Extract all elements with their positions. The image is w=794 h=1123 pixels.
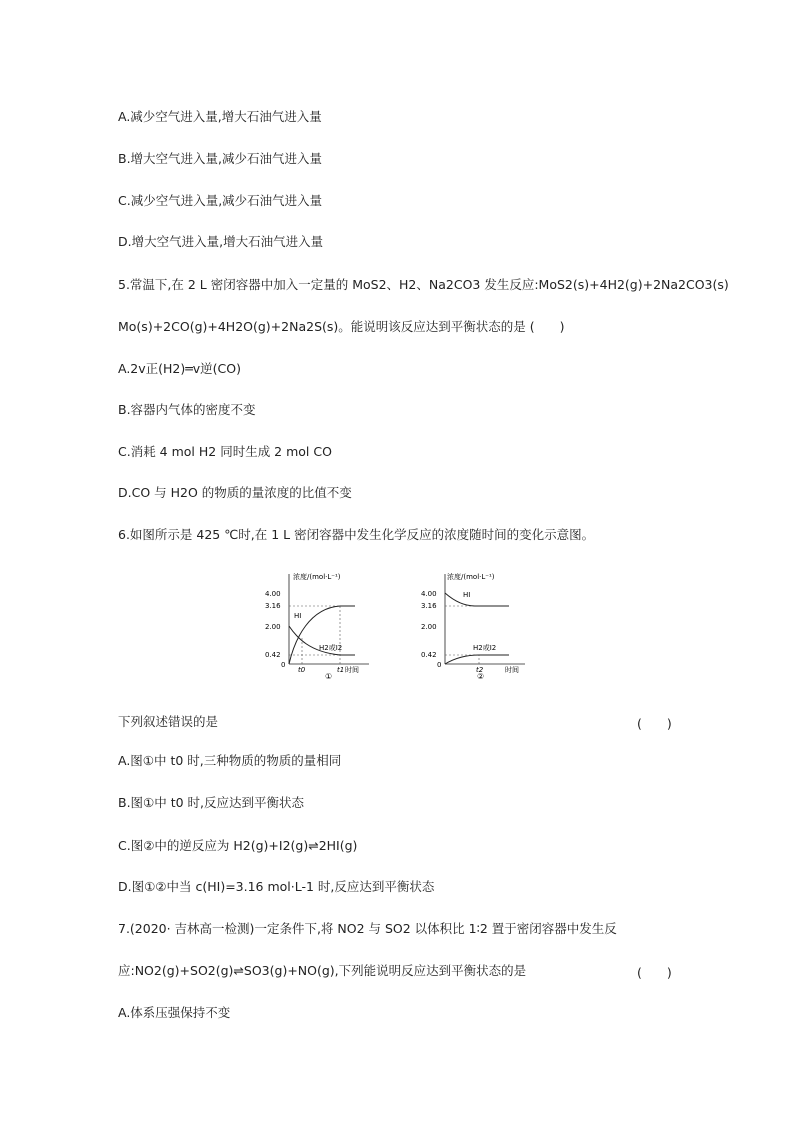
- q7-stem-line1: 7.(2020· 吉林高一检测)一定条件下,将 NO2 与 SO2 以体积比 1∶2 置于密闭容器中发生反: [118, 921, 617, 936]
- xtick-t2: t2: [476, 666, 484, 674]
- q6-option-b: B.图①中 t0 时,反应达到平衡状态: [118, 795, 305, 810]
- chart1-ylabel: 浓度/(mol·L⁻¹): [293, 573, 341, 581]
- q5-stem-line1: 5.常温下,在 2 L 密闭容器中加入一定量的 MoS2、H2、Na2CO3 发生反应:MoS2(s)+4H2(g)+2Na2CO3(s): [118, 277, 729, 292]
- ytick-4: 4.00: [265, 590, 281, 598]
- q6-option-a: A.图①中 t0 时,三种物质的物质的量相同: [118, 753, 342, 768]
- q7-option-a: A.体系压强保持不变: [118, 1005, 231, 1020]
- ytick-2: 2.00: [421, 623, 437, 631]
- ytick-3: 3.16: [421, 602, 437, 610]
- q6-option-d: D.图①②中当 c(HI)=3.16 mol·L-1 时,反应达到平衡状态: [118, 879, 435, 894]
- series-h2-label: H2或I2: [473, 644, 497, 652]
- chart2-xlabel: 时间: [505, 666, 519, 674]
- q6-ask: 下列叙述错误的是: [118, 714, 219, 729]
- xtick-t0: t0: [298, 666, 306, 674]
- q4-option-c: C.减少空气进入量,减少石油气进入量: [118, 193, 323, 208]
- q4-option-a: A.减少空气进入量,增大石油气进入量: [118, 109, 322, 124]
- chart-2: [421, 568, 531, 680]
- ytick-0: 0: [281, 661, 286, 669]
- chart1-caption: ①: [325, 672, 333, 680]
- ytick-2: 2.00: [265, 623, 281, 631]
- xtick-t1: t1: [337, 666, 345, 674]
- series-hi-label: HI: [463, 591, 471, 599]
- ytick-3: 3.16: [265, 602, 281, 610]
- q5-stem-line2: Mo(s)+2CO(g)+4H2O(g)+2Na2S(s)。能说明该反应达到平衡状态的是 ( ): [118, 319, 565, 334]
- h2-i2-curve: [445, 655, 509, 664]
- chart1-xlabel: 时间: [345, 666, 359, 674]
- series-h2-label: H2或I2: [319, 644, 343, 652]
- hi-curve: [445, 593, 509, 606]
- ytick-4: 4.00: [421, 590, 437, 598]
- chart2-ylabel: 浓度/(mol·L⁻¹): [447, 573, 495, 581]
- q5-option-c: C.消耗 4 mol H2 同时生成 2 mol CO: [118, 444, 332, 459]
- q7-stem-line2: 应:NO2(g)+SO2(g)⇌SO3(g)+NO(g),下列能说明反应达到平衡状态的是: [118, 963, 527, 978]
- series-hi-label: HI: [294, 612, 302, 620]
- ytick-0: 0: [437, 661, 442, 669]
- chart-1: [265, 568, 375, 680]
- q6-option-c: C.图②中的逆反应为 H2(g)+I2(g)⇌2HI(g): [118, 838, 358, 853]
- q4-option-b: B.增大空气进入量,减少石油气进入量: [118, 151, 323, 166]
- q6-answer-paren: ( ): [637, 716, 672, 731]
- q5-option-a: A.2v正(H2)═v逆(CO): [118, 361, 242, 376]
- q5-option-d: D.CO 与 H2O 的物质的量浓度的比值不变: [118, 485, 352, 500]
- q5-option-b: B.容器内气体的密度不变: [118, 402, 256, 417]
- chart2-caption: ②: [477, 672, 485, 680]
- q4-option-d: D.增大空气进入量,增大石油气进入量: [118, 234, 324, 249]
- q6-stem: 6.如图所示是 425 ℃时,在 1 L 密闭容器中发生化学反应的浓度随时间的变化示意图。: [118, 527, 595, 542]
- ytick-1: 0.42: [265, 651, 281, 659]
- q7-answer-paren: ( ): [637, 965, 672, 980]
- ytick-1: 0.42: [421, 651, 437, 659]
